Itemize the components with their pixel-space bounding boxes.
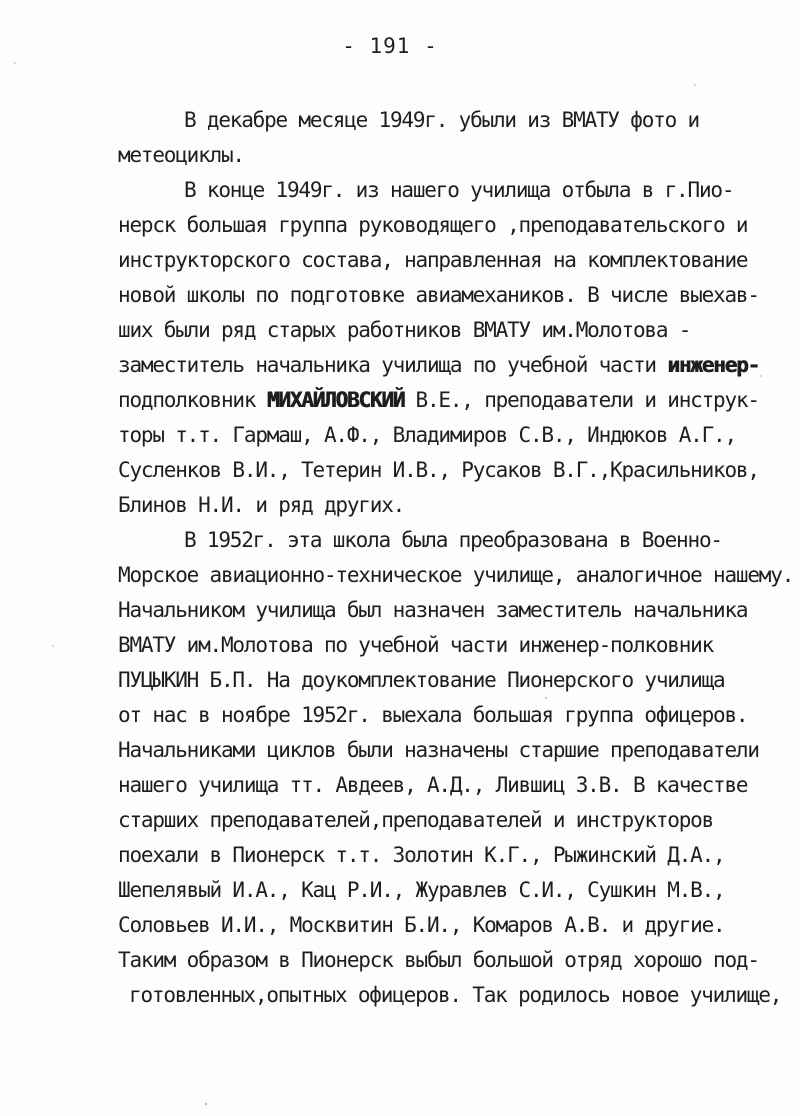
line-text: ших были ряд старых работников ВМАТУ им.Молотова - xyxy=(118,318,691,342)
text-line xyxy=(118,243,794,278)
text-line xyxy=(118,908,794,943)
line-text: В декабре месяце 1949г. убыли из ВМАТУ фото и xyxy=(184,108,699,132)
line-text: ВМАТУ им.Молотова по учебной части инженер-полковник xyxy=(118,633,714,657)
line-text: метеоциклы. xyxy=(118,143,244,167)
scan-noise-speckles xyxy=(0,0,2,2)
line-text: готовленных,опытных офицеров. Так родилось новое училище, xyxy=(129,983,782,1007)
text-line xyxy=(118,383,794,418)
line-text: Соловьев И.И., Москвитин Б.И., Комаров А.В. и другие. xyxy=(118,913,725,937)
text-line xyxy=(118,628,794,663)
text-line xyxy=(118,978,794,1013)
text-line xyxy=(118,838,794,873)
text-line xyxy=(118,138,794,173)
text-line xyxy=(118,803,794,838)
line-text: В 1952г. эта школа была преобразована в Военно- xyxy=(184,528,722,552)
text-line xyxy=(118,453,794,488)
text-line xyxy=(118,733,794,768)
text-line xyxy=(118,663,794,698)
paragraph xyxy=(118,173,794,523)
line-text: инструкторского состава, направленная на комплектование xyxy=(118,248,748,272)
line-text: Морское авиационно-техническое училище, аналогичное нашему. xyxy=(118,563,794,587)
paragraph xyxy=(118,523,794,1013)
line-text: старших преподавателей,преподавателей и инструкторов xyxy=(118,808,714,832)
paragraph xyxy=(118,103,794,173)
text-line xyxy=(118,768,794,803)
page-number: - 191 - xyxy=(342,34,438,58)
text-line xyxy=(118,173,794,208)
line-text: от нас в ноябре 1952г. выехала большая группа офицеров. xyxy=(118,703,748,727)
overstruck-text: МИХАЙЛОВСКИЙ xyxy=(266,388,405,412)
text-line xyxy=(118,698,794,733)
line-text: Таким образом в Пионерск выбыл большой отряд хорошо под- xyxy=(118,948,759,972)
line-text: Начальниками циклов были назначены старшие преподаватели xyxy=(118,738,759,762)
line-text: Сусленков В.И., Тетерин И.В., Русаков В.Г.,Красильников, xyxy=(118,458,759,482)
text-line xyxy=(118,943,794,978)
text-line xyxy=(118,488,794,523)
line-text: новой школы по подготовке авиамехаников. В числе выехав- xyxy=(118,283,759,307)
text-line xyxy=(118,873,794,908)
text-line xyxy=(118,593,794,628)
text-line xyxy=(118,278,794,313)
text-body xyxy=(118,103,794,1013)
line-text: Шепелявый И.А., Кац Р.И., Журавлев С.И., Сушкин М.В., xyxy=(118,878,725,902)
text-line xyxy=(118,558,794,593)
line-text: В.Е., преподаватели и инструк- xyxy=(404,388,759,412)
overstruck-text: инженер- xyxy=(667,353,759,377)
line-text: В конце 1949г. из нашего училища отбыла в г.Пио- xyxy=(184,178,734,202)
line-text: нерск большая группа руководящего ,преподавательского и xyxy=(118,213,748,237)
line-text: подполковник xyxy=(118,388,267,412)
text-line xyxy=(118,348,794,383)
line-text: нашего училища тт. Авдеев, А.Д., Лившиц З.В. В качестве xyxy=(118,773,748,797)
text-line xyxy=(118,103,794,138)
line-text: заместитель начальника училища по учебной части xyxy=(118,353,668,377)
line-text: Блинов Н.И. и ряд других. xyxy=(118,493,405,517)
text-line xyxy=(118,208,794,243)
line-text: Начальником училища был назначен заместитель начальника xyxy=(118,598,748,622)
text-line xyxy=(118,523,794,558)
text-line xyxy=(118,313,794,348)
line-text: поехали в Пионерск т.т. Золотин К.Г., Рыжинский Д.А., xyxy=(118,843,725,867)
line-text: ПУЦЫКИН Б.П. На доукомплектование Пионерского училища xyxy=(118,668,725,692)
text-line xyxy=(118,418,794,453)
line-text: торы т.т. Гармаш, А.Ф., Владимиров С.В., Индюков А.Г., xyxy=(118,423,736,447)
